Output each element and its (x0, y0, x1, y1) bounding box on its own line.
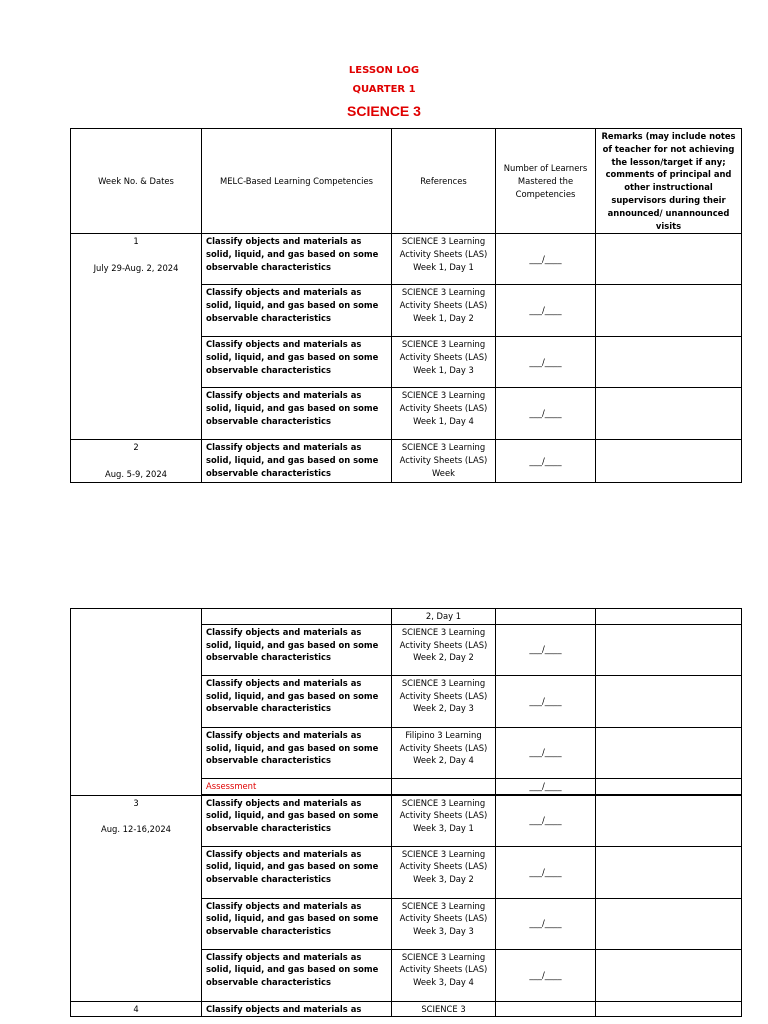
lesson-log-title: LESSON LOG (348, 65, 420, 76)
competency-cell: Classify objects and materials as solid, liquid, and gas based on some observable characteristics (202, 388, 392, 440)
competency-cell: Classify objects and materials as solid, liquid, and gas based on some observable characteristics (202, 727, 392, 778)
remarks-cell (596, 949, 742, 1001)
mastered-blank: ___/____ (496, 675, 596, 727)
week-cell (71, 440, 202, 483)
col-references-header: References (392, 129, 496, 234)
reference-cell: SCIENCE 3 Learning Activity Sheets (LAS) Week 1, Day 2 (392, 285, 496, 337)
header-row (71, 129, 742, 234)
remarks-cell (596, 234, 742, 285)
table-row (71, 609, 742, 625)
mastered-blank (496, 1001, 596, 1017)
reference-cell: Filipino 3 Learning Activity Sheets (LAS) Week 2, Day 4 (392, 727, 496, 778)
mastered-blank: ___/____ (496, 949, 596, 1001)
remarks-cell (596, 846, 742, 898)
subject-title: SCIENCE 3 (347, 103, 421, 119)
week-cell (71, 609, 202, 796)
mastered-blank: ___/____ (496, 778, 596, 794)
remarks-cell (596, 1001, 742, 1017)
table-row (71, 234, 742, 285)
week-cell (71, 795, 202, 1001)
competency-cell: Classify objects and materials as solid, liquid, and gas based on some observable characteristics (202, 440, 392, 483)
lesson-log-table-page-2 (70, 608, 742, 1017)
mastered-blank: ___/____ (496, 727, 596, 778)
remarks-cell (596, 388, 742, 440)
competency-cell: Classify objects and materials as solid, liquid, and gas based on some observable characteristics (202, 898, 392, 949)
reference-cell: SCIENCE 3 Learning Activity Sheets (LAS) Week 3, Day 1 (392, 795, 496, 846)
reference-cell: SCIENCE 3 Learning Activity Sheets (LAS) Week 3, Day 4 (392, 949, 496, 1001)
competency-cell: Classify objects and materials as solid, liquid, and gas based on some observable characteristics (202, 675, 392, 727)
reference-cell: SCIENCE 3 Learning Activity Sheets (LAS) Week 1, Day 1 (392, 234, 496, 285)
col-mastered-header: Number of Learners Mastered the Competencies (496, 129, 596, 234)
week-cell (71, 1001, 202, 1017)
competency-cell: Classify objects and materials as solid, liquid, and gas based on some observable characteristics (202, 285, 392, 337)
remarks-cell (596, 727, 742, 778)
remarks-cell (596, 337, 742, 388)
reference-cell: SCIENCE 3 Learning Activity Sheets (LAS) Week 3, Day 2 (392, 846, 496, 898)
table-row (71, 440, 742, 483)
reference-cell: SCIENCE 3 Learning Activity Sheets (LAS) Week 1, Day 4 (392, 388, 496, 440)
quarter-title: QUARTER 1 (352, 84, 416, 95)
mastered-blank: ___/____ (496, 440, 596, 483)
week-number: 1 (133, 236, 139, 247)
reference-cell (392, 778, 496, 794)
table-row (71, 795, 742, 846)
week-number: 3 (133, 797, 139, 808)
mastered-blank: ___/____ (496, 388, 596, 440)
week-dates: Aug. 5-9, 2024 (105, 469, 167, 480)
mastered-blank: ___/____ (496, 795, 596, 846)
reference-cell: SCIENCE 3 Learning Activity Sheets (LAS) Week 1, Day 3 (392, 337, 496, 388)
reference-cell: SCIENCE 3 Learning Activity Sheets (LAS) Week 3, Day 3 (392, 898, 496, 949)
reference-cell: SCIENCE 3 Learning Activity Sheets (LAS) Week 2, Day 3 (392, 675, 496, 727)
week-number: 2 (133, 442, 139, 453)
week-dates: Aug. 12-16,2024 (101, 824, 171, 835)
mastered-blank: ___/____ (496, 846, 596, 898)
remarks-cell (596, 609, 742, 625)
reference-cell: SCIENCE 3 Learning Activity Sheets (LAS) Week (392, 440, 496, 483)
mastered-blank: ___/____ (496, 898, 596, 949)
mastered-blank: ___/____ (496, 337, 596, 388)
remarks-cell (596, 675, 742, 727)
col-melc-header: MELC-Based Learning Competencies (202, 129, 392, 234)
reference-cell: 2, Day 1 (392, 609, 496, 625)
assessment-label: Assessment (202, 778, 392, 794)
mastered-blank: ___/____ (496, 234, 596, 285)
table-row (71, 1001, 742, 1017)
week-cell (71, 234, 202, 440)
remarks-cell (596, 778, 742, 794)
remarks-cell (596, 285, 742, 337)
week-dates: July 29-Aug. 2, 2024 (93, 263, 179, 274)
remarks-cell (596, 440, 742, 483)
week-number: 4 (133, 1003, 139, 1014)
reference-cell: SCIENCE 3 (392, 1001, 496, 1017)
competency-cell: Classify objects and materials as solid, liquid, and gas based on some observable characteristics (202, 795, 392, 846)
remarks-cell (596, 795, 742, 846)
competency-cell: Classify objects and materials as solid, liquid, and gas based on some observable characteristics (202, 624, 392, 675)
remarks-cell (596, 624, 742, 675)
competency-cell (202, 609, 392, 625)
competency-cell: Classify objects and materials as (202, 1001, 392, 1017)
competency-cell: Classify objects and materials as solid, liquid, and gas based on some observable characteristics (202, 234, 392, 285)
competency-cell: Classify objects and materials as solid, liquid, and gas based on some observable characteristics (202, 846, 392, 898)
remarks-cell (596, 898, 742, 949)
col-remarks-header: Remarks (may include notes of teacher for not achieving the lesson/target if any; comments of principal and other instructional supervisors during their announced/ unannounced visits (596, 129, 742, 234)
lesson-log-table-page-1 (70, 128, 742, 483)
competency-cell: Classify objects and materials as solid, liquid, and gas based on some observable characteristics (202, 949, 392, 1001)
col-week-header: Week No. & Dates (71, 129, 202, 234)
mastered-blank: ___/____ (496, 624, 596, 675)
competency-cell: Classify objects and materials as solid, liquid, and gas based on some observable characteristics (202, 337, 392, 388)
mastered-blank (496, 609, 596, 625)
mastered-blank: ___/____ (496, 285, 596, 337)
reference-cell: SCIENCE 3 Learning Activity Sheets (LAS) Week 2, Day 2 (392, 624, 496, 675)
